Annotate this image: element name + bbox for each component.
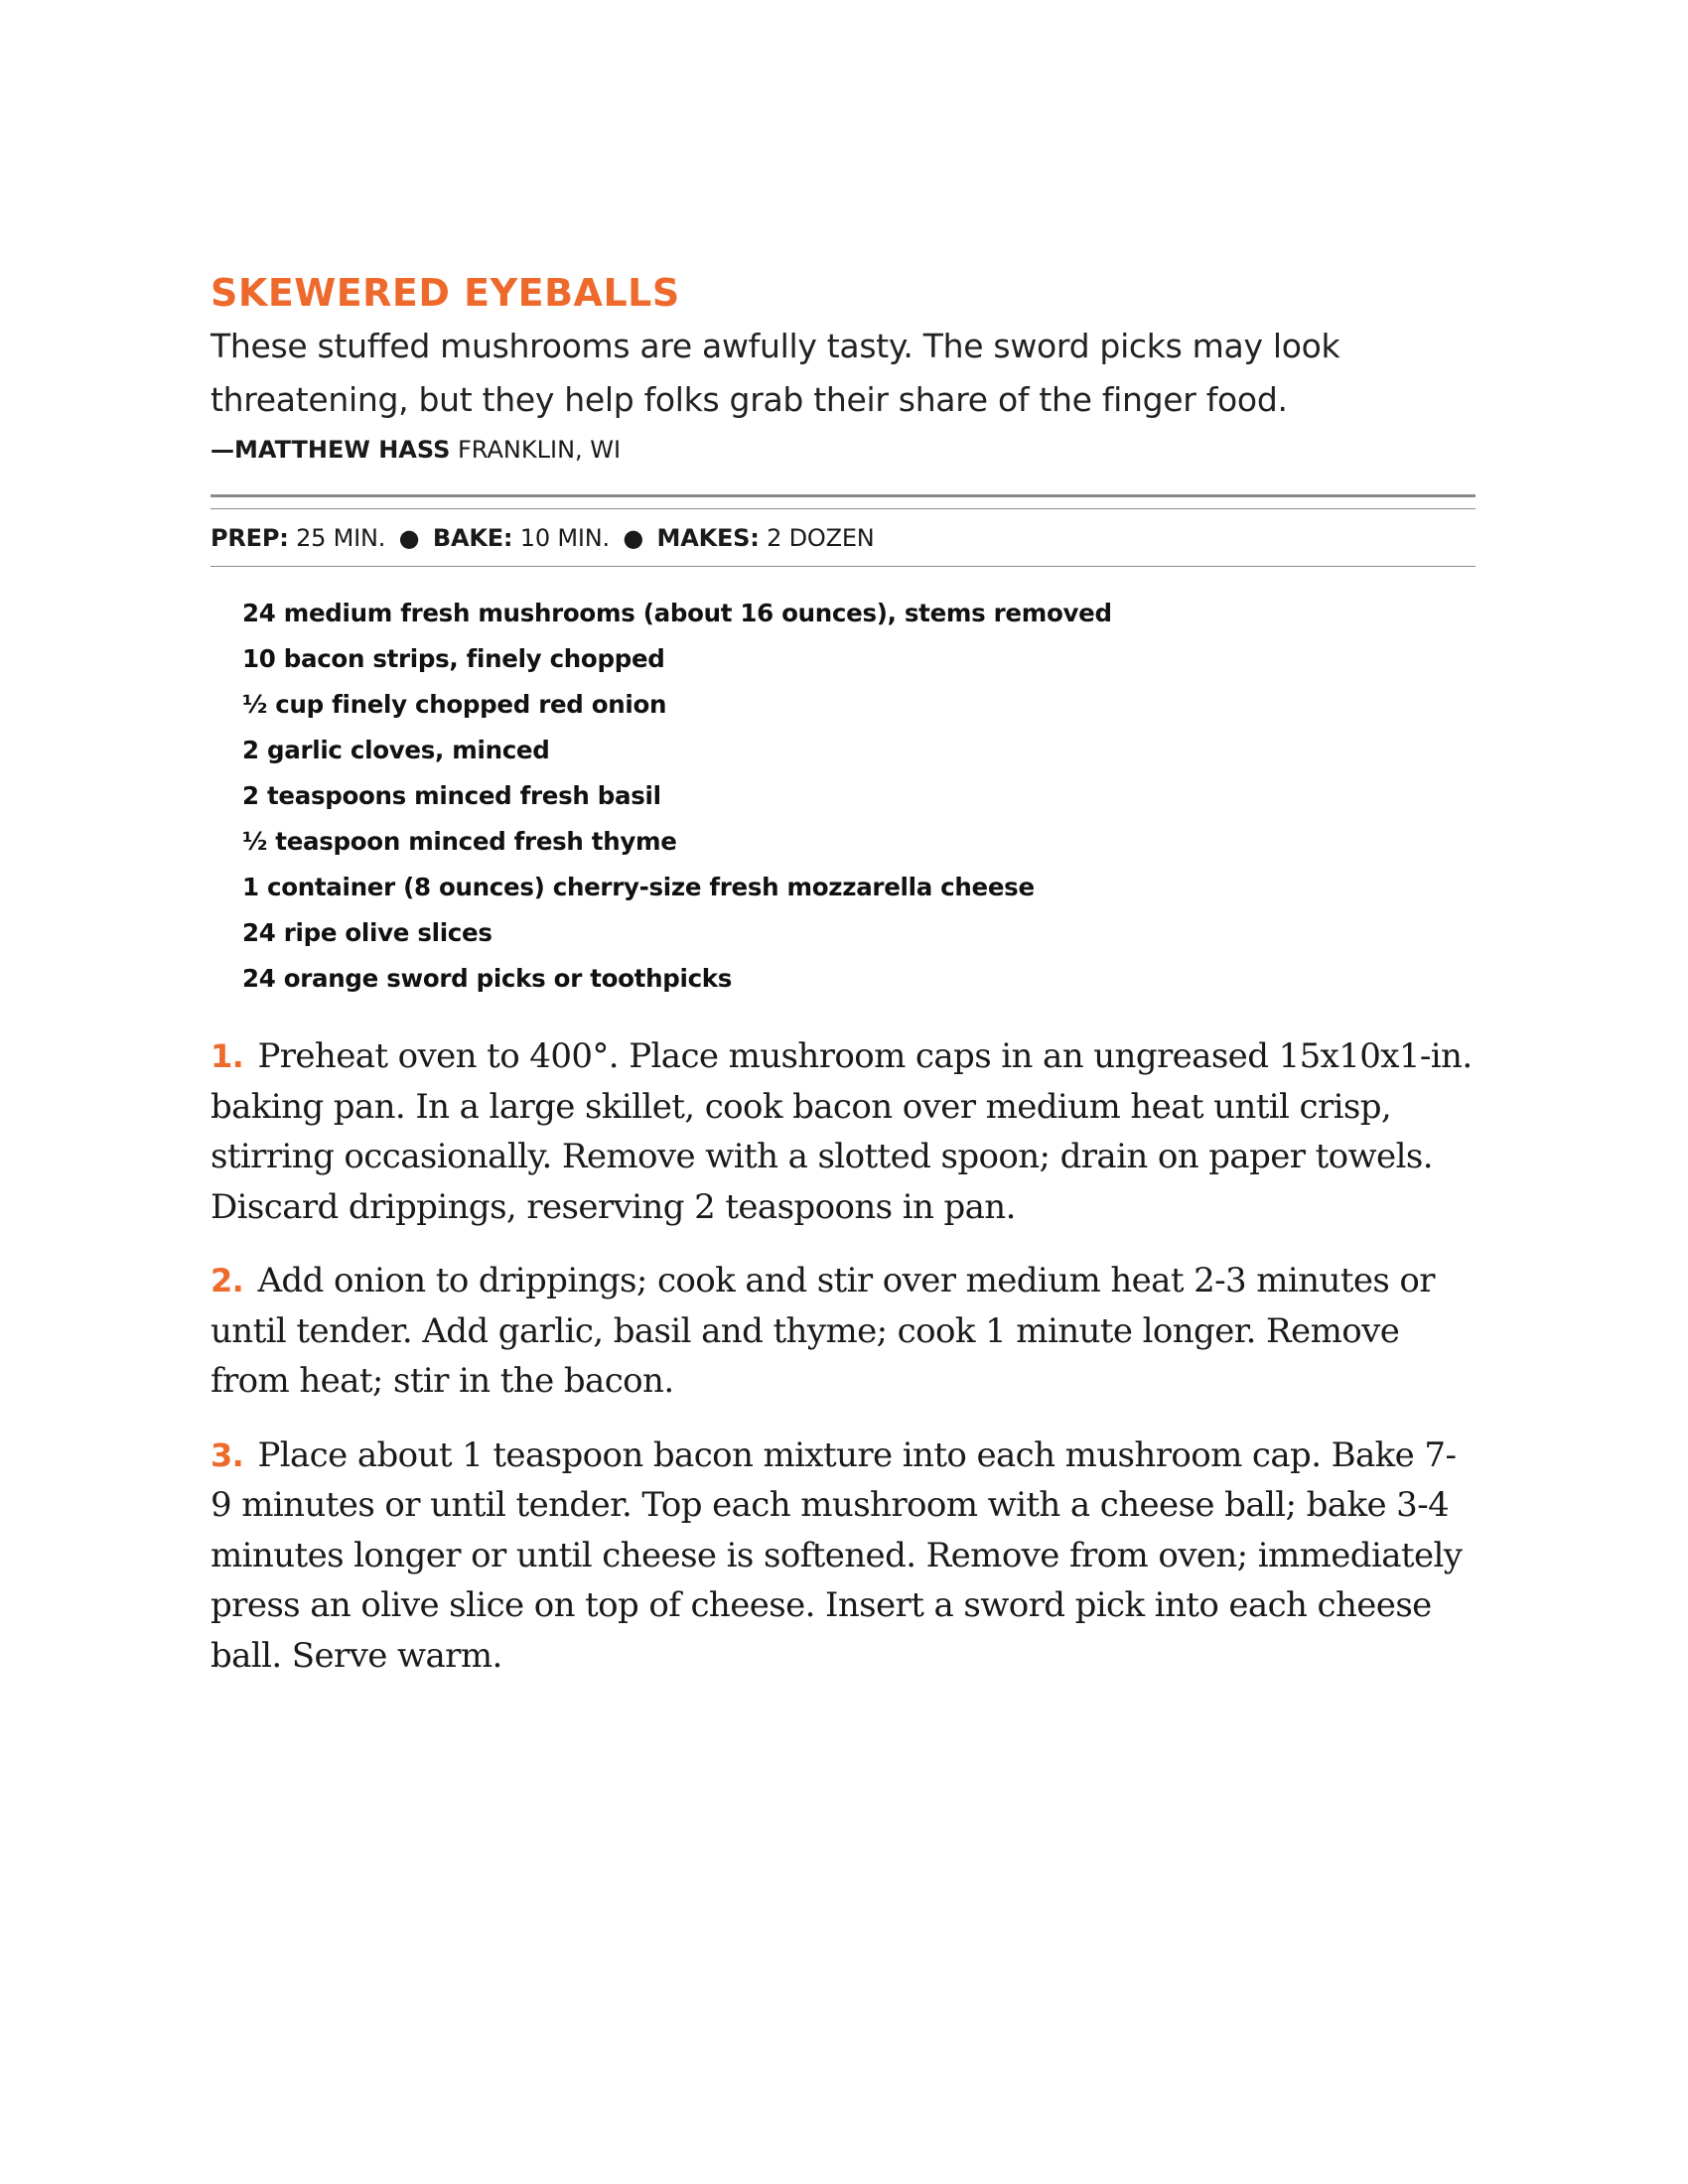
step-text: Place about 1 teaspoon bacon mixture into each mushroom cap. Bake 7-9 minutes or until tender. Top each mushroom with a cheese ball; bake 3-4 minutes longer or until cheese is softened. Remove from oven; immediately press an olive slice on top of cheese. Insert a sword pick into each cheese ball. Serve warm. bbox=[211, 1434, 1463, 1676]
byline bbox=[211, 433, 1476, 467]
ingredient-item: ½ teaspoon minced fresh thyme bbox=[242, 827, 677, 856]
ingredient-item: 2 garlic cloves, minced bbox=[242, 736, 550, 764]
recipe-intro: These stuffed mushrooms are awfully tasty. The sword picks may look threatening, but they help folks grab their share of the finger food. bbox=[211, 327, 1340, 419]
ingredient-list bbox=[242, 591, 1476, 1002]
instruction-step bbox=[211, 1256, 1476, 1407]
bake-value: 10 MIN. bbox=[519, 524, 610, 552]
instruction-step bbox=[211, 1431, 1476, 1682]
recipe-title: SKEWERED EYEBALLS bbox=[211, 271, 680, 315]
bake-label: BAKE: bbox=[432, 524, 513, 552]
instruction-steps bbox=[211, 1031, 1476, 1681]
ingredient-item: 24 ripe olive slices bbox=[242, 918, 492, 947]
recipe-meta bbox=[211, 509, 1476, 567]
ingredient-item: ½ cup finely chopped red onion bbox=[242, 690, 667, 719]
prep-value: 25 MIN. bbox=[296, 524, 386, 552]
step-text: Add onion to drippings; cook and stir over medium heat 2-3 minutes or until tender. Add garlic, basil and thyme; cook 1 minute longer. Remove from heat; stir in the bacon. bbox=[211, 1261, 1435, 1401]
step-number: 2. bbox=[211, 1262, 244, 1299]
step-number: 1. bbox=[211, 1037, 244, 1075]
prep-label: PREP: bbox=[211, 524, 289, 552]
author-name: —MATTHEW HASS bbox=[211, 436, 451, 464]
ingredient-item: 1 container (8 ounces) cherry-size fresh mozzarella cheese bbox=[242, 873, 1035, 901]
ingredient-item: 24 orange sword picks or toothpicks bbox=[242, 964, 733, 993]
author-location: FRANKLIN, WI bbox=[458, 436, 622, 464]
step-text: Preheat oven to 400°. Place mushroom caps in an ungreased 15x10x1-in. baking pan. In a large skillet, cook bacon over medium heat until crisp, stirring occasionally. Remove with a slotted spoon; drain on paper towels. Discard drippings, reserving 2 teaspoons in pan. bbox=[211, 1036, 1473, 1227]
meta-separator: ● bbox=[623, 524, 644, 552]
ingredient-item: 24 medium fresh mushrooms (about 16 ounces), stems removed bbox=[242, 599, 1112, 627]
step-number: 3. bbox=[211, 1435, 244, 1474]
instruction-step bbox=[211, 1031, 1476, 1232]
ingredient-item: 10 bacon strips, finely chopped bbox=[242, 644, 665, 673]
meta-separator: ● bbox=[398, 524, 420, 552]
makes-label: MAKES: bbox=[656, 524, 760, 552]
recipe-card bbox=[211, 268, 1476, 1705]
double-divider bbox=[211, 494, 1476, 509]
ingredient-item: 2 teaspoons minced fresh basil bbox=[242, 781, 661, 810]
makes-value: 2 DOZEN bbox=[767, 524, 875, 552]
